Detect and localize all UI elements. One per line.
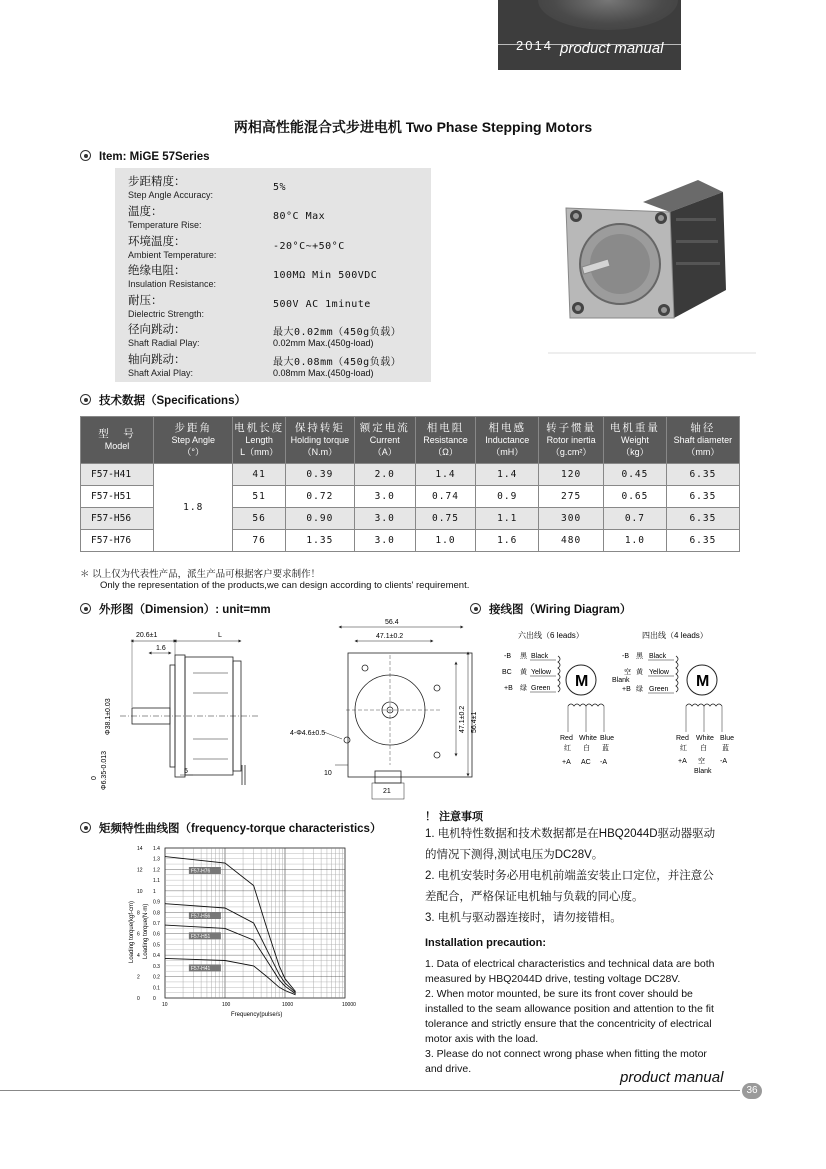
dim-20-6: 20.6±1 <box>136 632 158 639</box>
y2-tick-label: 0 <box>153 996 156 1002</box>
precautions-en <box>425 957 715 1077</box>
motor-letter: M <box>696 673 710 690</box>
cell-resistance: 1.4 <box>415 464 476 486</box>
cell-shaft: 6.35 <box>666 464 739 486</box>
cell-current: 3.0 <box>354 486 415 508</box>
dim-6-35-zero: 0 <box>91 776 98 780</box>
bullet-icon <box>80 150 91 161</box>
series-label: F57-H76 <box>190 868 211 875</box>
four-bottom-sig: 空 <box>698 758 705 765</box>
y-tick-label: 10 <box>137 888 143 895</box>
spec-value-en: 0.02mm Max.(450g-load) <box>273 338 374 348</box>
y2-tick-label: 1 <box>153 888 156 895</box>
precaution-line: 2. 电机安装时务必用电机前端盖安装止口定位，并注意公 <box>425 870 714 882</box>
precaution-en-line: motor axis with the load. <box>425 1033 539 1045</box>
cell-weight: 0.7 <box>604 508 667 530</box>
series-label: F57-H41 <box>190 966 211 972</box>
y-axis-label: Loading torque(kgf-cm) <box>129 900 135 963</box>
y-tick-label: 4 <box>137 953 140 960</box>
note-cn: ＊ 以上仅为代表性产品，派生产品可根据客户要求制作！ <box>80 569 321 580</box>
six-leads-title: 六出线（6 leads） <box>518 631 584 640</box>
cell-inertia: 120 <box>539 464 604 486</box>
y2-tick-label: 0.1 <box>153 985 160 992</box>
specs-heading: 技术数据（Specifications） <box>80 392 246 408</box>
x-axis-label: Frequency(pulse/s) <box>231 1012 283 1018</box>
bullet-icon <box>470 603 481 614</box>
page-number: 36 <box>742 1083 762 1099</box>
six-bottom-cn: 红 <box>564 745 571 752</box>
spec-value-en: 0.08mm Max.(450g-load) <box>273 368 374 378</box>
dim-47-1: 47.1±0.2 <box>376 633 404 640</box>
motor-letter: M <box>575 673 589 690</box>
series-label: F57-H56 <box>190 913 211 920</box>
six-sig: -B <box>504 653 511 660</box>
precaution-en-line: installed to the seam allowance position and attention to the fit <box>425 1003 714 1015</box>
spec-value: 80°C Max <box>273 211 326 222</box>
four-bottom-cn: 红 <box>680 745 687 752</box>
spec-value: 5% <box>273 182 287 193</box>
cell-current: 3.0 <box>354 530 415 552</box>
table-header-cell: 步距角 Step Angle （°） <box>154 417 233 464</box>
cell-inertia: 300 <box>539 508 604 530</box>
y2-tick-label: 0.3 <box>153 963 160 970</box>
cell-current: 3.0 <box>354 508 415 530</box>
four-cn: 黑 <box>636 653 643 660</box>
spec-label-en: Insulation Resistance: <box>128 279 217 289</box>
y-tick-label: 8 <box>137 910 140 917</box>
table-header-cell: 轴径 Shaft diameter （mm） <box>666 417 739 464</box>
spec-value: -20°C~+50°C <box>273 241 345 252</box>
bullet-icon <box>80 394 91 405</box>
header-year: 2014 <box>516 38 553 53</box>
cell-inertia: 275 <box>539 486 604 508</box>
four-bottom-en: White <box>696 735 714 742</box>
torque-chart <box>125 840 365 1020</box>
six-bottom-sig: AC <box>581 759 591 766</box>
precaution-en-line: tolerance and strictly ensure that the concentricity of electrical <box>425 1018 712 1030</box>
six-bottom-en: Blue <box>600 735 615 742</box>
cell-length: 56 <box>233 508 286 530</box>
x-tick-label: 100 <box>222 1002 231 1008</box>
y2-tick-label: 0.9 <box>153 899 160 906</box>
cell-weight: 0.45 <box>604 464 667 486</box>
cell-torque: 0.39 <box>285 464 354 486</box>
four-cn: 黄 <box>636 669 643 676</box>
spec-label-cn: 温度： <box>128 206 163 218</box>
precaution-en-line: 2. When motor mounted, be sure its front cover should be <box>425 988 693 1000</box>
table-header-cell: 转子惯量 Rotor inertia （g.cm²） <box>539 417 604 464</box>
wiring-heading: 接线图（Wiring Diagram） <box>470 601 631 617</box>
y2-tick-label: 1.2 <box>153 867 160 874</box>
y-tick-label: 6 <box>137 931 140 938</box>
spec-label-en: Shaft Axial Play: <box>128 368 194 378</box>
six-en: Yellow <box>531 669 551 676</box>
six-bottom-sig: +A <box>562 759 571 766</box>
y2-tick-label: 0.7 <box>153 921 160 927</box>
x-tick-label: 10 <box>162 1002 168 1008</box>
four-bottom-en: Red <box>676 735 689 742</box>
dim-56-4-vertical: 56.4±1 <box>471 711 478 733</box>
four-bottom-cn: 白 <box>700 745 707 752</box>
spec-label-cn: 耐压： <box>128 295 163 307</box>
cell-weight: 1.0 <box>604 530 667 552</box>
footer-divider <box>0 1090 740 1091</box>
precautions-cn <box>425 824 715 929</box>
dimension-drawing <box>80 615 490 805</box>
cell-current: 2.0 <box>354 464 415 486</box>
spec-value: 500V AC 1minute <box>273 299 371 310</box>
y2-tick-label: 0.2 <box>153 974 160 981</box>
y2-tick-label: 0.6 <box>153 931 160 938</box>
spec-label-en: Step Angle Accuracy: <box>128 190 214 200</box>
cell-inductance: 0.9 <box>476 486 539 508</box>
cell-torque: 0.72 <box>285 486 354 508</box>
header-label: product manual <box>560 40 664 57</box>
spec-label-cn: 轴向跳动： <box>128 354 186 366</box>
dim-56-4: 56.4 <box>385 619 399 626</box>
cell-inductance: 1.6 <box>476 530 539 552</box>
four-bottom-blank: Blank <box>694 768 712 775</box>
precaution-en-line: and drive. <box>425 1063 472 1075</box>
cell-inductance: 1.1 <box>476 508 539 530</box>
four-en: Green <box>649 686 669 693</box>
y-tick-label: 12 <box>137 867 143 874</box>
y2-tick-label: 1.3 <box>153 856 160 863</box>
precaution-line: 的情况下测得,测试电压为DC28V。 <box>425 849 604 861</box>
four-bottom-sig: +A <box>678 758 687 765</box>
y2-axis-label: Loading torque(N·m) <box>143 903 149 959</box>
footer-label: product manual <box>620 1069 724 1086</box>
table-header-cell: 相电阻 Resistance （Ω） <box>415 417 476 464</box>
item-heading: Item: MiGE 57Series <box>80 150 210 163</box>
four-en: Black <box>649 653 667 660</box>
y2-tick-label: 1.1 <box>153 878 160 885</box>
header-banner <box>498 0 681 70</box>
cell-shaft: 6.35 <box>666 530 739 552</box>
precaution-en-heading: Installation precaution: <box>425 937 547 949</box>
y2-tick-label: 0.8 <box>153 910 160 917</box>
dim-47-1-vertical: 47.1±0.2 <box>459 705 466 733</box>
table-header-cell: 额定电流 Current （A） <box>354 417 415 464</box>
four-bottom-en: Blue <box>720 735 735 742</box>
y2-tick-label: 1.4 <box>153 846 160 852</box>
x-tick-label: 1000 <box>282 1002 294 1008</box>
wiring-diagram <box>490 620 770 780</box>
four-bottom-sig: -A <box>720 758 727 765</box>
cell-model: F57-H51 <box>81 486 154 508</box>
bullet-icon <box>80 822 91 833</box>
six-en: Green <box>531 685 551 692</box>
cell-shaft: 6.35 <box>666 486 739 508</box>
spec-label-cn: 径向跳动： <box>128 324 186 336</box>
four-bottom-cn: 蓝 <box>722 745 729 752</box>
spec-value: 最大0.08mm（450g负载） <box>273 357 402 368</box>
spec-label-cn: 环境温度： <box>128 236 186 248</box>
table-header-cell: 相电感 Inductance （mH） <box>476 417 539 464</box>
dim-L: L <box>218 632 222 639</box>
spec-box <box>115 168 431 382</box>
six-bottom-cn: 蓝 <box>602 745 609 752</box>
cell-model: F57-H41 <box>81 464 154 486</box>
motor-photo <box>548 170 758 360</box>
table-header-cell: 电机重量 Weight （kg） <box>604 417 667 464</box>
six-cn: 黄 <box>520 669 527 676</box>
note-en: Only the representation of the products,we can design according to clients' requirement. <box>100 580 470 591</box>
precaution-en-line: 1. Data of electrical characteristics and technical data are both <box>425 958 715 970</box>
cell-length: 76 <box>233 530 286 552</box>
cell-resistance: 0.75 <box>415 508 476 530</box>
table-header-cell: 电机长度 Length L（mm） <box>233 417 286 464</box>
cell-resistance: 0.74 <box>415 486 476 508</box>
six-bottom-sig: -A <box>600 759 607 766</box>
series-label: F57-H51 <box>190 933 211 940</box>
spec-label-en: Dielectric Strength: <box>128 309 205 319</box>
cell-step-angle: 1.8 <box>154 464 233 552</box>
spec-value: 最大0.02mm（450g负载） <box>273 327 402 338</box>
spec-label-en: Ambient Temperature: <box>128 250 217 260</box>
dim-21: 21 <box>383 788 391 795</box>
cell-torque: 0.90 <box>285 508 354 530</box>
precaution-line: 差配合，严格保证电机轴与负载的同心度。 <box>425 891 644 903</box>
freq-heading: 矩频特性曲线图（frequency-torque characteristics） <box>80 820 381 836</box>
spec-table <box>80 416 740 552</box>
four-en: Yellow <box>649 669 669 676</box>
four-blank: Blank <box>612 677 630 684</box>
six-bottom-cn: 白 <box>583 745 590 752</box>
dimension-heading: 外形图（Dimension）: unit=mm <box>80 601 271 617</box>
precautions-heading: ！ 注意事项 <box>425 811 484 823</box>
six-bottom-en: Red <box>560 735 573 742</box>
cell-length: 41 <box>233 464 286 486</box>
spec-label-cn: 步距精度： <box>128 176 186 188</box>
precaution-en-line: 3. Please do not connect wrong phase when fitting the motor <box>425 1048 707 1060</box>
cell-inertia: 480 <box>539 530 604 552</box>
six-en: Black <box>531 653 549 660</box>
cell-model: F57-H76 <box>81 530 154 552</box>
cell-torque: 1.35 <box>285 530 354 552</box>
table-row <box>81 464 740 486</box>
six-bottom-en: White <box>579 735 597 742</box>
page-title: 两相高性能混合式步进电机 Two Phase Stepping Motors <box>233 119 593 135</box>
dim-1-6: 1.6 <box>156 645 166 652</box>
dim-6-35: Φ6.35-0.013 <box>101 750 108 790</box>
four-sig: -B <box>622 653 629 660</box>
cell-length: 51 <box>233 486 286 508</box>
table-header-cell: 保持转矩 Holding torque （N.m） <box>285 417 354 464</box>
precaution-en-line: measured by HBQ2044D drive, testing voltage DC28V. <box>425 973 681 985</box>
cell-inductance: 1.4 <box>476 464 539 486</box>
cell-model: F57-H56 <box>81 508 154 530</box>
y2-tick-label: 0.5 <box>153 942 160 949</box>
six-sig: +B <box>504 685 513 692</box>
table-header-cell: 型 号 Model <box>81 417 154 464</box>
spec-label-cn: 绝缘电阻： <box>128 265 186 277</box>
y-tick-label: 2 <box>137 974 140 981</box>
dim-38-1: Φ38.1±0.03 <box>105 698 112 735</box>
dim-holes: 4-Φ4.6±0.5 <box>290 730 326 737</box>
table-header-row <box>81 417 740 464</box>
precaution-line: 1. 电机特性数据和技术数据都是在HBQ2044D驱动器驱动 <box>425 828 716 840</box>
spec-label-en: Temperature Rise: <box>128 220 202 230</box>
four-cn: 绿 <box>636 686 643 693</box>
six-cn: 绿 <box>520 685 527 692</box>
four-leads-title: 四出线（4 leads） <box>642 631 708 640</box>
y2-tick-label: 0.4 <box>153 953 160 960</box>
x-tick-label: 10000 <box>342 1002 356 1008</box>
dim-5: 5 <box>184 768 188 775</box>
bullet-icon <box>80 603 91 614</box>
cell-resistance: 1.0 <box>415 530 476 552</box>
four-sig: 空 <box>624 669 631 676</box>
spec-value: 100MΩ Min 500VDC <box>273 270 378 281</box>
precaution-line: 3. 电机与驱动器连接时，请勿接错相。 <box>425 912 622 924</box>
dim-10: 10 <box>324 770 332 777</box>
cell-weight: 0.65 <box>604 486 667 508</box>
six-sig: BC <box>502 669 512 676</box>
four-sig: +B <box>622 686 631 693</box>
y-tick-label: 0 <box>137 996 140 1002</box>
y-tick-label: 14 <box>137 846 143 852</box>
spec-label-en: Shaft Radial Play: <box>128 338 200 348</box>
six-cn: 黑 <box>520 653 527 660</box>
cell-shaft: 6.35 <box>666 508 739 530</box>
